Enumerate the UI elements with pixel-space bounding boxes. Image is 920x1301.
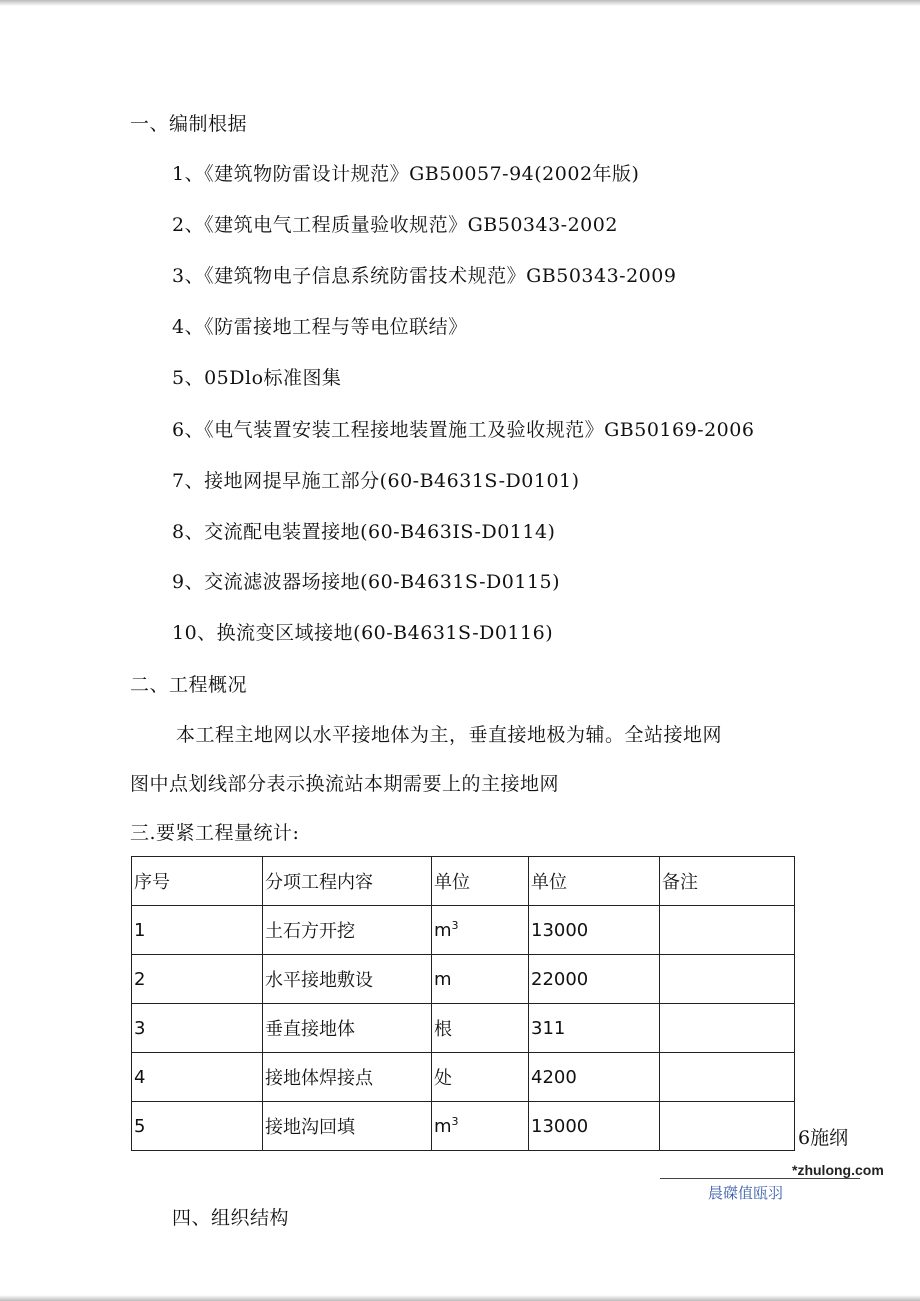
cell-no: 5 — [132, 1102, 263, 1151]
cell-quantity: 22000 — [529, 955, 660, 1004]
header-no: 序号 — [132, 857, 263, 906]
top-shadow — [0, 0, 920, 6]
cell-item: 水平接地敷设 — [263, 955, 432, 1004]
cell-item: 土石方开挖 — [263, 906, 432, 955]
header-note: 备注 — [660, 857, 795, 906]
cell-note — [660, 955, 795, 1004]
section-1-title: 一、编制根据 — [130, 113, 248, 135]
cell-note — [660, 1053, 795, 1102]
watermark-divider — [660, 1178, 860, 1179]
watermark-subtext: 晨磔值瓯羽 — [708, 1184, 784, 1202]
reference-item: 3、《建筑物电子信息系统防雷技术规范》GB50343-2009 — [172, 265, 677, 287]
cell-unit: 根 — [432, 1004, 529, 1053]
table-header-row — [132, 857, 795, 906]
side-note: 6施纲 — [798, 1127, 849, 1149]
reference-item: 1、《建筑物防雷设计规范》GB50057-94(2002年版) — [172, 163, 640, 185]
cell-note — [660, 1004, 795, 1053]
table-row — [132, 1102, 795, 1151]
overview-line-2: 图中点划线部分表示换流站本期需要上的主接地网 — [130, 773, 560, 795]
cell-no: 1 — [132, 906, 263, 955]
overview-line-1: 本工程主地网以水平接地体为主，垂直接地极为辅。全站接地网 — [176, 724, 723, 746]
watermark-brand: *zhulong.com — [792, 1162, 884, 1178]
cell-unit: $m^3$ — [432, 906, 529, 955]
cell-quantity: 13000 — [529, 1102, 660, 1151]
reference-item: 2、《建筑电气工程质量验收规范》GB50343-2002 — [172, 214, 618, 236]
reference-item: 10、换流变区域接地(60-B4631S-D0116) — [172, 622, 554, 644]
reference-item: 7、接地网提早施工部分(60-B4631S-D0101) — [172, 470, 580, 492]
cell-item: 接地沟回填 — [263, 1102, 432, 1151]
bottom-shadow — [0, 1295, 920, 1301]
header-quantity: 单位 — [529, 857, 660, 906]
unit-superscript: 3 — [451, 919, 459, 932]
section-2-title: 二、工程概况 — [130, 674, 248, 696]
reference-item: 6、《电气装置安装工程接地装置施工及验收规范》GB50169-2006 — [172, 419, 755, 441]
reference-item: 5、05Dlo标准图集 — [172, 367, 342, 389]
section-3-title: 三.要紧工程量统计: — [130, 822, 300, 844]
cell-item: 垂直接地体 — [263, 1004, 432, 1053]
header-unit: 单位 — [432, 857, 529, 906]
cell-unit: 处 — [432, 1053, 529, 1102]
cell-quantity: 13000 — [529, 906, 660, 955]
reference-item: 9、交流滤波器场接地(60-B4631S-D0115) — [172, 571, 561, 593]
header-item: 分项工程内容 — [263, 857, 432, 906]
cell-no: 2 — [132, 955, 263, 1004]
reference-item: 8、交流配电装置接地(60-B463IS-D0114) — [172, 521, 556, 543]
cell-quantity: 311 — [529, 1004, 660, 1053]
cell-unit: $m^3$ — [432, 1102, 529, 1151]
quantity-table — [131, 856, 795, 1151]
table-row — [132, 1004, 795, 1053]
table-row — [132, 1053, 795, 1102]
cell-note — [660, 1102, 795, 1151]
unit-superscript: 3 — [451, 1115, 459, 1128]
cell-note — [660, 906, 795, 955]
cell-no: 3 — [132, 1004, 263, 1053]
table-row — [132, 955, 795, 1004]
cell-no: 4 — [132, 1053, 263, 1102]
cell-unit: m — [432, 955, 529, 1004]
cell-item: 接地体焊接点 — [263, 1053, 432, 1102]
table-row — [132, 906, 795, 955]
cell-quantity: 4200 — [529, 1053, 660, 1102]
reference-item: 4、《防雷接地工程与等电位联结》 — [172, 316, 468, 338]
section-4-title: 四、组织结构 — [172, 1207, 290, 1229]
